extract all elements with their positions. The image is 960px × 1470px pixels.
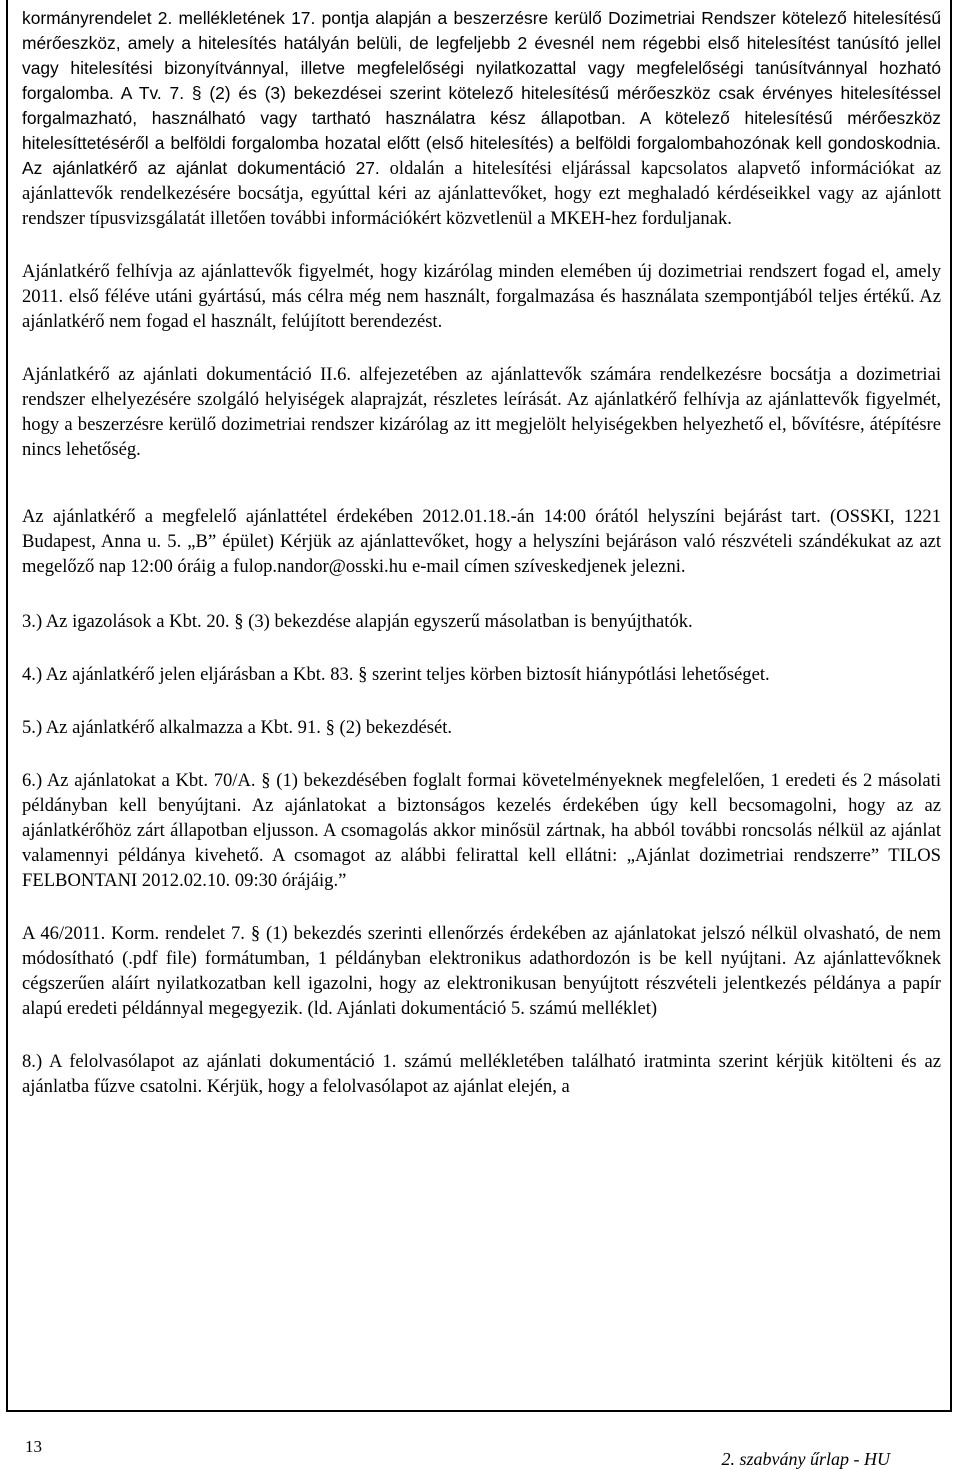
list-item-6: 6.) Az ajánlatokat a Kbt. 70/A. § (1) bekezdésében foglalt formai követelményeknek megfelelően, 1 eredeti és 2 másolati példányban kell benyújtani. Az ajánlatokat a biztonságos kezelés érdekében úgy kell becsomagolni, hogy az az ajánlatkérőhöz zárt állapotban eljusson. A csomagolás akkor minősül zártnak, ha abból további roncsolás nélkül az ajánlat valamennyi példánya kivehető. A csomagot az alábbi felirattal kell ellátni: „Ajánlat dozimetriai rendszerre” TILOS FELBONTANI 2012.02.10. 09:30 órájáig.”: [22, 770, 941, 891]
list-item-8: 8.) A felolvasólapot az ajánlati dokumentáció 1. számú mellékletében található iratminta szerint kérjük kitölteni és az ajánlatba fűzve csatolni. Kérjük, hogy a felolvasólapot az ajánlat elején, a: [22, 1051, 941, 1097]
paragraph-verification: [22, 6, 941, 231]
page-number: 13: [25, 1437, 42, 1456]
paragraph-verification-part1: kormányrendelet 2. mellékletének 17. pontja alapján a beszerzésre kerülő Dozimetriai Rendszer kötelező hitelesítésű mérőeszköz, amely a hitelesítés hatályán belüli, de legfeljebb 2 évesnél nem régebbi első hitelesítést tanúsító jellel vagy hitelesítési bizonyítvánnyal, illetve megfelelőségi nyilatkozattal vagy megfelelőségi tanúsítvánnyal hozható forgalomba. A Tv. 7. § (2) és (3) bekezdései szerint kötelező hitelesítésű mérőeszköz csak érvényes hitelesítéssel forgalmazható, használható vagy tartható használatra kész állapotban. A kötelező hitelesítésű mérőeszköz hitelesíttetéséről a belföldi forgalomba hozatal előtt (első hitelesítés) a belföldi forgalombahozónak kell gondoskodnia. Az ajánlatkérő az ajánlat dokumentáció 27.: [22, 8, 941, 178]
paragraph-new-system: Ajánlatkérő felhívja az ajánlattevők figyelmét, hogy kizárólag minden elemében új dozimetriai rendszert fogad el, amely 2011. első féléve utáni gyártású, más célra még nem használt, forgalmazása és használata szempontjából teljes értékű. Az ajánlatkérő nem fogad el használt, felújított berendezést.: [22, 261, 941, 332]
paragraph-verification-part2: oldalán a hitelesítési eljárással kapcsolatos alapvető információkat az ajánlattevők rendelkezésére bocsátja, egyúttal kéri az ajánlattevőket, hogy ezt meghaladó kérdéseikkel vagy az ajánlott rendszer típusvizsgálatát illetően további információkért közvetlenül a MKEH-hez forduljanak.: [22, 158, 941, 229]
footer-form-label: 2. szabvány űrlap - HU: [721, 1449, 890, 1469]
paragraph-floor-plan: Ajánlatkérő az ajánlati dokumentáció II.6. alfejezetében az ajánlattevők számára rendelkezésre bocsátja a dozimetriai rendszer elhelyezésére szolgáló helyiségek alaprajzát, részletes leírását. Az ajánlatkérő felhívja az ajánlattevők figyelmét, hogy a beszerzésre kerülő dozimetriai rendszer kizárólag az itt megjelölt helyiségekben helyezhető el, bővítésre, átépítésre nincs lehetőség.: [22, 364, 941, 460]
paragraph-site-visit: Az ajánlatkérő a megfelelő ajánlattétel érdekében 2012.01.18.-án 14:00 órától helyszíni bejárást tart. (OSSKI, 1221 Budapest, Anna u. 5. „B” épület) Kérjük az ajánlattevőket, hogy a helyszíni bejáráson való részvételi szándékukat az azt megelőző nap 12:00 óráig a fulop.nandor@osski.hu e-mail címen szíveskedjenek jelezni.: [22, 506, 941, 577]
list-item-5: 5.) Az ajánlatkérő alkalmazza a Kbt. 91. § (2) bekezdését.: [22, 717, 453, 738]
paragraph-electronic-copy: A 46/2011. Korm. rendelet 7. § (1) bekezdés szerinti ellenőrzés érdekében az ajánlatokat jelszó nélkül olvasható, de nem módosítható (.pdf file) formátumban, 1 példányban elektronikus adathordozón is be kell nyújtani. Az ajánlattevőknek cégszerűen aláírt nyilatkozatban kell igazolni, hogy az elektronikusan benyújtott részvételi jelentkezés példánya a papír alapú eredeti példánnyal megegyezik. (ld. Ajánlati dokumentáció 5. számú melléklet): [22, 923, 941, 1019]
list-item-3: 3.) Az igazolások a Kbt. 20. § (3) bekezdése alapján egyszerű másolatban is benyújthatók.: [22, 611, 693, 632]
list-item-4: 4.) Az ajánlatkérő jelen eljárásban a Kbt. 83. § szerint teljes körben biztosít hiánypótlási lehetőséget.: [22, 664, 770, 685]
document-body: [22, 6, 941, 1099]
